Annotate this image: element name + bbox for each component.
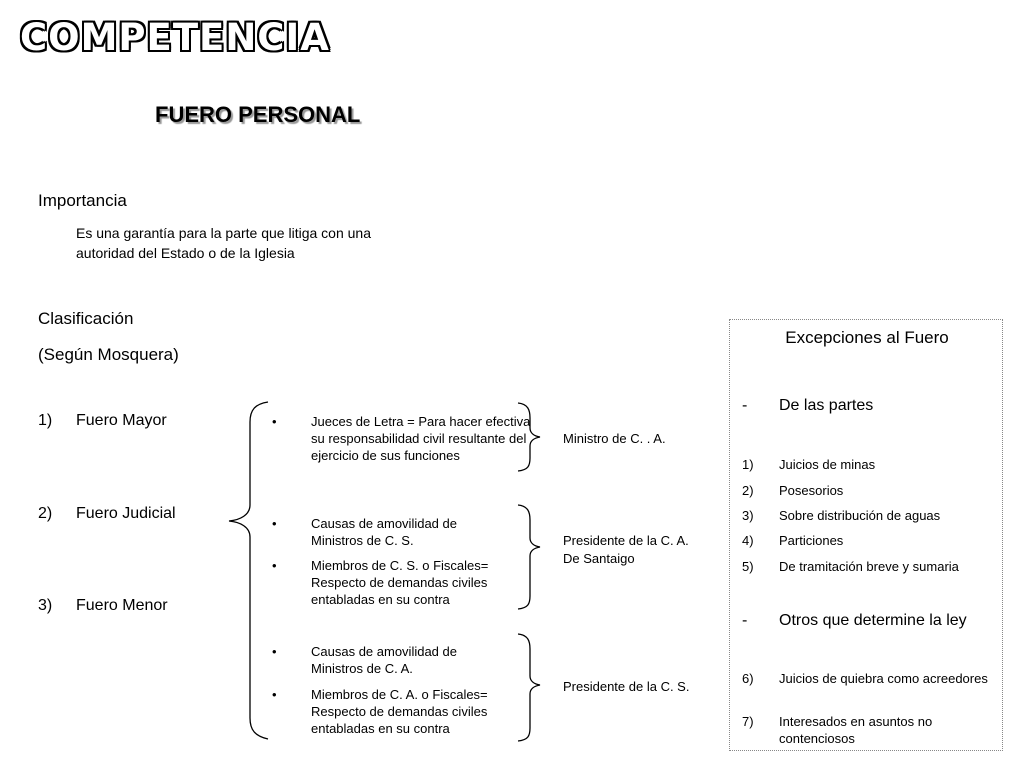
right-brace-group-3 <box>518 634 540 741</box>
excepcion-item <box>742 456 994 473</box>
clasificacion-source: (Según Mosquera) <box>38 345 179 364</box>
excepcion-item <box>742 713 994 747</box>
fuero-label: Fuero Judicial <box>76 505 176 522</box>
ley-label: Otros que determine la ley <box>779 612 967 629</box>
excepcion-number: 1) <box>742 457 754 472</box>
group-2-target-line-1: Presidente de la C. A. <box>563 533 689 548</box>
dash-marker: - <box>742 612 748 629</box>
excepcion-number: 6) <box>742 671 754 686</box>
excepcion-number: 2) <box>742 483 754 498</box>
importancia-line-1: Es una garantía para la parte que litiga con una <box>76 225 371 241</box>
excepcion-number: 5) <box>742 559 754 574</box>
slide-subtitle: FUERO PERSONAL <box>155 102 361 127</box>
fuero-number: 1) <box>38 412 53 429</box>
large-left-brace <box>229 402 268 739</box>
bullet-text: Jueces de Letra = Para hacer efectiva su responsabilidad civil resultante del ejercicio de sus funciones <box>311 414 531 463</box>
fuero-number: 2) <box>38 505 53 522</box>
excepcion-item <box>742 482 994 499</box>
excepcion-item <box>742 532 994 549</box>
importancia-line-2: autoridad del Estado o de la Iglesia <box>76 245 295 261</box>
dash-marker: - <box>742 397 748 414</box>
excepcion-label: Juicios de minas <box>779 457 876 472</box>
bullet-item <box>272 643 511 677</box>
bullet-item <box>272 515 511 549</box>
group-1-target: Ministro de C. . A. <box>563 431 666 446</box>
bullet-marker: • <box>272 687 277 702</box>
bullet-text: Causas de amovilidad de Ministros de C. A. <box>311 644 457 676</box>
excepcion-number: 7) <box>742 714 754 729</box>
excepciones-panel <box>729 319 1003 751</box>
clasificacion-heading: Clasificación <box>38 309 134 328</box>
bullet-text: Causas de amovilidad de Ministros de C. S. <box>311 516 457 548</box>
excepcion-label: Juicios de quiebra como acreedores <box>779 671 988 686</box>
bullet-marker: • <box>272 558 277 573</box>
bullet-marker: • <box>272 516 277 531</box>
bullet-text: Miembros de C. S. o Fiscales= Respecto de demandas civiles entabladas en su contra <box>311 558 489 607</box>
bullet-marker: • <box>272 644 277 659</box>
bullet-item <box>272 557 516 608</box>
excepcion-item <box>742 558 994 575</box>
excepcion-item <box>742 507 994 524</box>
partes-label: De las partes <box>779 397 874 414</box>
excepcion-label: Posesorios <box>779 483 844 498</box>
excepciones-title: Excepciones al Fuero <box>785 328 949 347</box>
excepcion-label: Interesados en asuntos no contenciosos <box>779 714 933 746</box>
right-brace-group-2 <box>518 505 540 609</box>
excepcion-label: De tramitación breve y sumaria <box>779 559 959 574</box>
excepcion-item <box>742 670 994 687</box>
bullet-item <box>272 413 536 464</box>
bullet-text: Miembros de C. A. o Fiscales= Respecto de demandas civiles entabladas en su contra <box>311 687 488 736</box>
group-2-target-line-2: De Santaigo <box>563 551 635 566</box>
partes-heading <box>742 397 994 414</box>
slide-title: COMPETENCIA <box>20 16 330 59</box>
excepcion-label: Particiones <box>779 533 844 548</box>
excepcion-number: 4) <box>742 533 754 548</box>
excepcion-label: Sobre distribución de aguas <box>779 508 941 523</box>
ley-heading <box>742 612 994 629</box>
fuero-label: Fuero Mayor <box>76 412 167 429</box>
excepcion-number: 3) <box>742 508 754 523</box>
fuero-number: 3) <box>38 597 53 614</box>
fuero-label: Fuero Menor <box>76 597 168 614</box>
importancia-heading: Importancia <box>38 191 127 210</box>
group-3-target: Presidente de la C. S. <box>563 679 690 694</box>
bullet-marker: • <box>272 414 277 429</box>
bullet-item <box>272 686 516 737</box>
